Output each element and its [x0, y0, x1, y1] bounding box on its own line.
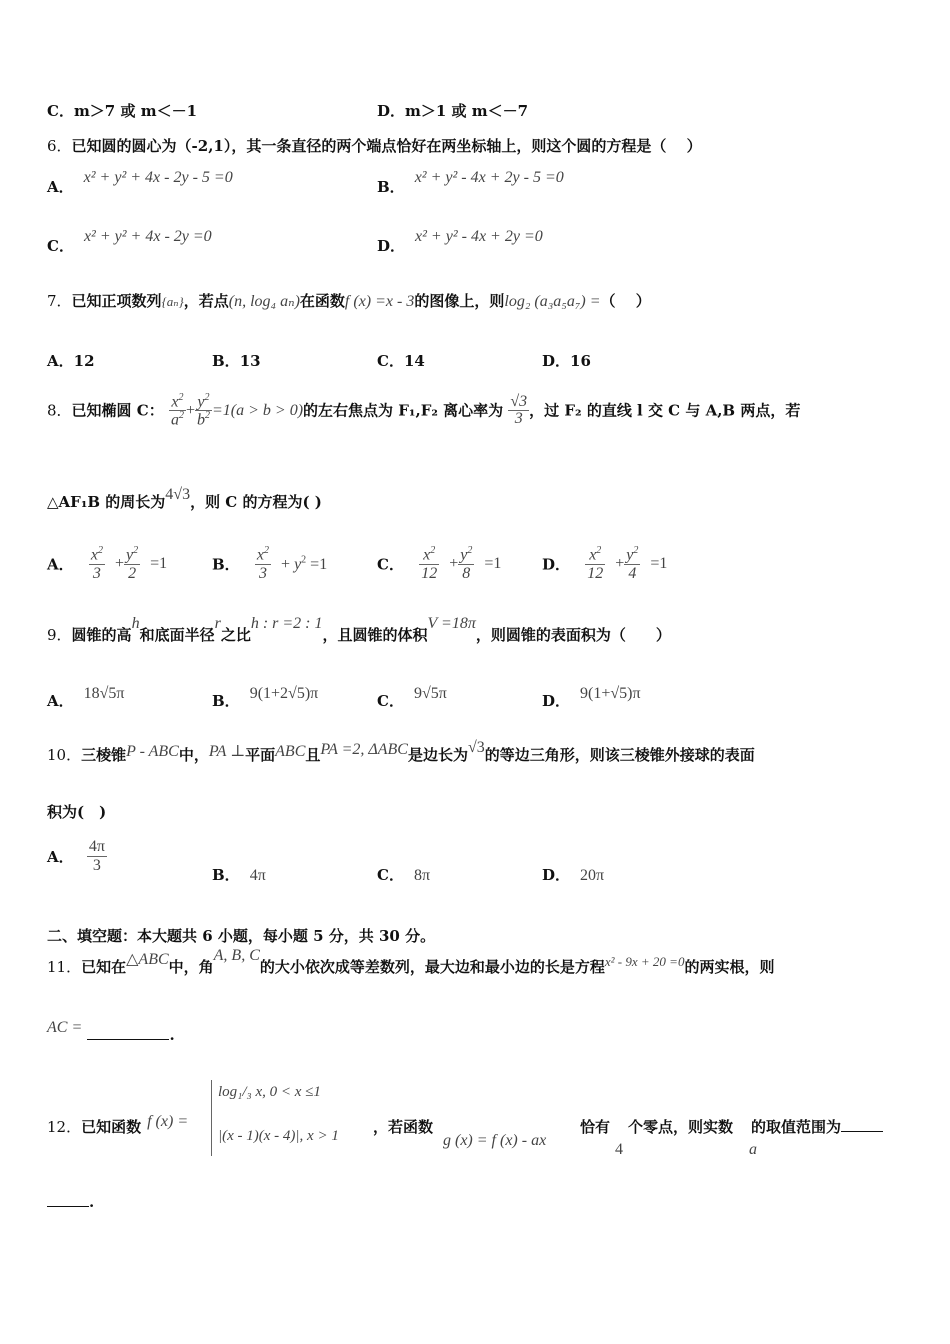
q8-stem: 8．已知椭圆 C： $\frac{x^2}{a^2}$ + $\frac{y^2}{b^2}$ =1(a > b > 0)的左右焦点为 F₁,F₂ 离心率为 $\frac{√3}{3}$ ，过 F₂ 的直线 l 交 C 与 A,B 两点，若: [47, 392, 801, 429]
q6-option-c: C．x² + y² + 4x - 2y =0: [47, 228, 212, 255]
eccentricity: $\frac{√3}{3}$: [510, 393, 528, 428]
q12-answer-blank-2[interactable]: [47, 1206, 89, 1207]
q12-a: a: [749, 1141, 757, 1158]
q12-answer-blank-1[interactable]: [841, 1131, 883, 1132]
x2-over-a2: $\frac{x^2}{a^2}$: [170, 392, 184, 429]
q10-option-b: B． 4π: [212, 866, 266, 884]
q9-option-a: A． 18√5π: [47, 685, 125, 710]
q5-option-d: D．m＞1 或 m＜－7: [377, 102, 529, 120]
q6-option-b: B．x² + y² - 4x + 2y - 5 =0: [377, 169, 564, 196]
q10-stem: 10．三棱锥P - ABC中，PA ⊥平面ABC且PA =2, ΔABC是边长为√3的等边三角形，则该三棱锥外接球的表面: [47, 739, 755, 764]
q12-four: 4: [615, 1141, 623, 1158]
q8-option-a: A． $\frac{x^2}{3}$ + $\frac{y^2}{2}$ =1: [47, 545, 168, 583]
q6-stem: 6．已知圆的圆心为（-2,1），其一条直径的两个端点恰好在两坐标轴上，则这个圆的方程是（ ）: [47, 137, 702, 155]
q9-option-d: D． 9(1+√5)π: [542, 685, 641, 710]
q10-option-c: C． 8π: [377, 866, 431, 884]
q12-stem: 12．已知函数 f (x) =: [47, 1113, 189, 1136]
y2-over-b2: $\frac{y^2}{b^2}$: [196, 392, 210, 429]
q12-stem-end: 恰有 个零点，则实数 的取值范围为: [580, 1120, 883, 1135]
q9-option-c: C． 9√5π: [377, 685, 447, 710]
q12-gx: g (x) = f (x) - ax: [443, 1132, 547, 1149]
q8-option-b: B． $\frac{x^2}{3}$ + $y^2 =1$: [212, 545, 328, 583]
q11-answer-line: AC = .: [47, 1019, 175, 1044]
q7-option-b: B．13: [212, 352, 261, 370]
q12-answer-line: .: [47, 1195, 94, 1210]
q6-option-a: A．x² + y² + 4x - 2y - 5 =0: [47, 169, 233, 196]
piecewise-brace: [211, 1080, 212, 1156]
q10-option-a: A． $\frac{4\pi}{3}$: [47, 838, 105, 874]
q8-stem-cont: △AF₁B 的周长为4√3，则 C 的方程为( ): [47, 486, 322, 511]
q7-option-c: C．14: [377, 352, 425, 370]
q5-option-c: C．m＞7 或 m＜－1: [47, 102, 198, 120]
q9-option-b: B． 9(1+2√5)π: [212, 685, 319, 710]
q7-option-d: D．16: [542, 352, 591, 370]
q12-case-1: log₁/₃ x, 0 < x ≤1: [218, 1084, 321, 1100]
q10-stem-cont: 积为( ): [47, 803, 107, 821]
q9-stem: 9．圆锥的高h和底面半径r之比h : r =2 : 1，且圆锥的体积V =18π，则圆锥的表面积为（ ）: [47, 615, 671, 644]
q10-option-d: D． 20π: [542, 866, 605, 884]
q6-option-d: D．x² + y² - 4x + 2y =0: [377, 228, 543, 255]
q12-case-2: |(x - 1)(x - 4)|, x > 1: [218, 1128, 339, 1144]
q12-stem-mid: ，若函数: [373, 1118, 434, 1136]
q7-stem: 7．已知正项数列{aₙ}，若点(n, log₄ aₙ)在函数f (x) =x - 3的图像上，则log₂ (a₃a₅a₇) =（ ）: [47, 292, 651, 310]
q8-option-d: D． $\frac{x^2}{12}$ + $\frac{y^2}{4}$ =1: [542, 545, 668, 583]
section-fill-in-heading: 二、填空题：本大题共 6 小题，每小题 5 分，共 30 分。: [47, 927, 436, 945]
q8-option-c: C． $\frac{x^2}{12}$ + $\frac{y^2}{8}$ =1: [377, 545, 502, 583]
q7-option-a: A．12: [47, 352, 95, 370]
q11-stem: 11．已知在△ABC中，角A, B, C的大小依次成等差数列，最大边和最小边的长是方程x² - 9x + 20 =0的两实根，则: [47, 947, 775, 976]
q11-answer-blank[interactable]: [87, 1039, 169, 1040]
